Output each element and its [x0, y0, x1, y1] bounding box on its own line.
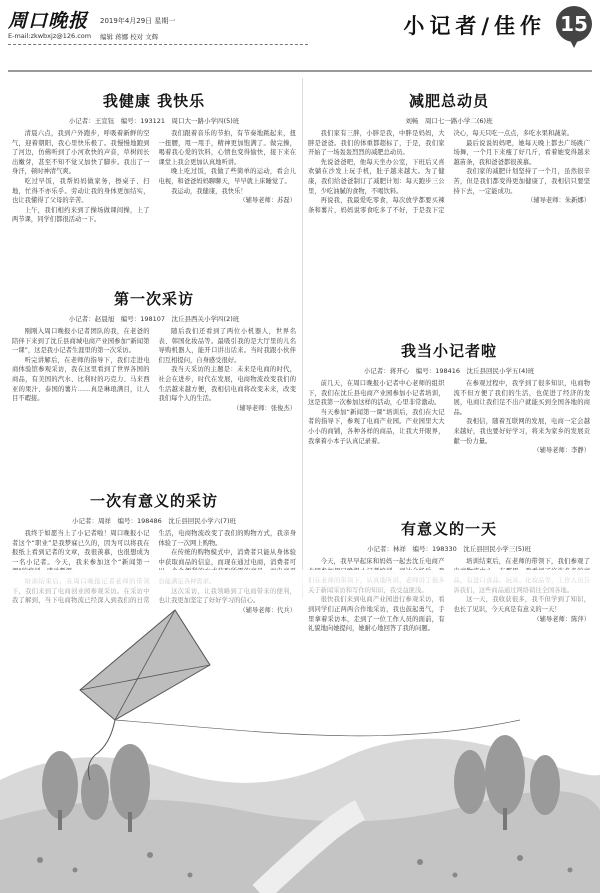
article-paragraph: 我运动，我健康，我快乐！	[171, 187, 247, 195]
editor-credits: 编辑 蒋娜 校对 文辉	[100, 33, 159, 41]
article-health	[12, 84, 296, 259]
article-title: 我健康 我快乐	[102, 92, 206, 110]
kite-scene-svg	[0, 570, 600, 893]
publication-date: 2019年4月29日 星期一	[100, 17, 176, 25]
article-paragraph: 清晨六点，我到户外跑步，呼吸着新鲜的空气，迎着朝阳，我心里快乐极了。我慢慢地跑到了河边，仿佛听到了小河欢快的声音，草树间长出嫩芽，甚至不知不觉又加快了脚步。我出了一身汗，顿时神清气爽。	[12, 130, 150, 176]
article-junior-reporter	[308, 334, 590, 499]
article-paragraph: 刚刚入周口晚报小记者团队的我，在老爸的陪伴下来到了沈丘县商城电商产业园参加“新闻第一课”，这是我小记者生涯里的第一次采访。	[12, 328, 150, 355]
article-paragraph: 先说爸爸吧，他每天坐办公室，下班后又喜欢躺在沙发上玩手机，肚子越来越大。为了健康，我们给爸爸制订了减肥计划：每天跑步三公里，少吃油腻的食物，不喝饮料。	[308, 158, 445, 195]
article-paragraph: 晚上吃过饭，我做了些简单的运动，看会儿电视，和爸爸妈妈聊聊天，早早就上床睡觉了。	[158, 168, 296, 185]
teacher-credit: （辅导老师：李静）	[533, 447, 590, 455]
article-paragraph: 我们家的减肥计划坚持了一个月，虽然很辛苦，但是我们都变得更加健康了，我相信只要坚持下去，一定能成功。	[453, 168, 590, 195]
teacher-credit: （辅导老师：张俊杰）	[233, 404, 296, 412]
page-number-badge: 15	[556, 6, 592, 42]
article-paragraph: 我相信，随着互联网的发展，电商一定会越来越好，我也要好好学习，将来为家乡的发展贡献一份力量。	[453, 418, 590, 445]
article-byline: 小记者：蒋开心 编号：198416 沈丘县回民小学五(4)班	[363, 367, 535, 375]
masthead	[8, 6, 592, 64]
kite-illustration	[0, 570, 600, 893]
article-byline: 小记者：林祥 编号：198330 沈丘县回民小学三(5)班	[366, 545, 532, 553]
article-paragraph: 最后说说妈妈吧，她每天晚上都去广场跳广场舞，一个月下来瘦了好几斤，看着她变得越来越苗条，我和爸爸都很羡慕。	[453, 139, 590, 166]
article-paragraph: 听完讲解后，在老师的指导下，我们走进电商体验馆参观采访，我在这里看到了世界各国的商品，有美国的汽水、比利时的巧克力、马来西亚的果汁、泰国的薯片……真是琳琅满目，让人目不暇接。	[12, 356, 150, 403]
article-paragraph: 我当天采访的主题是：未来是电商的时代，社会在进步，时代在发展，电商物流改变我们的生活越来越方便，我相信电商将改变未来，改变我们每个人的生活。	[158, 366, 296, 403]
article-paragraph: 我终于如愿当上了小记者啦！周口晚报小记者这个“职业”是我梦寐已久的，因为可以将我在报纸上看到记者的文章，我很羡慕，也很想成为一名小记者。今天，我来参加这个“新闻第一	[12, 530, 150, 566]
article-byline: 小记者：周祥 编号：198486 沈丘县回民小学六(7)班	[71, 517, 237, 525]
article-paragraph: 再说我，我最爱吃零食，每次放学都要买辣条和薯片，妈妈说零食吃多了不好，于是我下定决心，每天只吃一点点，多吃水果和蔬菜。	[308, 130, 574, 214]
article-paragraph: 在参观过程中，我学到了很多知识，电商物流不但方便了我们的生活，也促进了经济的发展，电商让我们足不出户就能买到全国各地的商品。	[453, 380, 590, 416]
article-paragraph: 我们跟着音乐的节拍，有节奏地跳起来，扭一扭腰，甩一甩手，精神更加饱满了。做完操，喝着我心爱的饮料，心情也变得愉快，接下来在课堂上我会更加认真地听讲。	[158, 130, 296, 166]
column-divider	[302, 78, 303, 598]
article-paragraph: 上午，我们相约来到了操场做课间操，上了两节课，同学们都很活动一下。	[12, 206, 150, 224]
article-title: 第一次采访	[113, 290, 194, 308]
teacher-credit: （辅导老师：苏磊）	[239, 197, 296, 205]
contact-email: E-mail:zkwbxjz@126.com	[8, 32, 92, 40]
article-body	[12, 327, 296, 413]
article-paragraph: 我们家有三胖，小胖是我，中胖是妈妈，大胖是爸爸。我们的体重都超标了，于是，我们家开始了一场轰轰烈烈的减肥总动员。	[308, 130, 445, 157]
article-paragraph: 前几天，在周口晚报小记者中心老师的组织下，我们在沈丘县电商产业园参加小记者培训，这是我第一次参加这样的活动，心里非常激动。	[308, 380, 445, 407]
article-byline: 刘畅 周口七一路小学二(6)班	[405, 117, 493, 125]
newspaper-logo: 周口晚报	[8, 10, 89, 32]
article-byline: 小记者：王宣钰 编号：193121 周口大一路小学四(5)班	[68, 117, 240, 125]
article-first-interview	[12, 282, 296, 472]
article-weight-loss	[308, 84, 590, 324]
article-body	[12, 129, 296, 225]
masthead-divider	[8, 44, 308, 45]
article-paragraph: 当天参加“新闻第一课”培训后，我们在大记者的指导下，参观了电商产业园。产业园里大大小小的商铺，各种各样的商品，让我大开眼界，我拿着小本子认真记录着。	[308, 408, 445, 445]
article-paragraph: 今天，我早早起床和妈妈一起去沈丘电商产	[320, 558, 445, 565]
article-body	[308, 379, 590, 456]
header-rule	[8, 70, 592, 72]
article-paragraph: 吃过早饭，我帮妈妈做家务，擦桌子、扫地，忙得不亦乐乎。劳动让我的身体更加结实，也让我懂得了父母的辛苦。	[12, 177, 150, 205]
article-title: 我当小记者啦	[400, 342, 497, 360]
teacher-credit: （辅导老师：朱新娜）	[527, 197, 590, 205]
article-title: 有意义的一天	[400, 520, 497, 538]
article-title: 减肥总动员	[408, 92, 489, 110]
article-title: 一次有意义的采访	[89, 492, 218, 510]
article-paragraph: 生活，电商物流改变了我们的购物方式，我亲身体验了一次网上购物。	[158, 530, 296, 547]
article-paragraph: 培训结束后，在老师的带领下，我们参观了	[466, 558, 590, 565]
article-body	[308, 129, 590, 215]
article-paragraph: 随后我们还看到了两位小机器人，世界名表、韩国化妆品等。最吸引我的是大厅里的儿名导购机器人，能开口讲出话来。当时我跟小伙伴们互相提问，自身感受很好。	[158, 328, 296, 364]
article-paragraph: 在传统的购物模式中，消费者只能从身体验中获取商品的信息，而现在通过电商，消费者可	[158, 549, 296, 566]
article-byline: 小记者：赵晨旭 编号：198107 沈丘县西关小学四(2)班	[68, 315, 240, 323]
section-title: 小记者/佳作	[403, 13, 546, 38]
